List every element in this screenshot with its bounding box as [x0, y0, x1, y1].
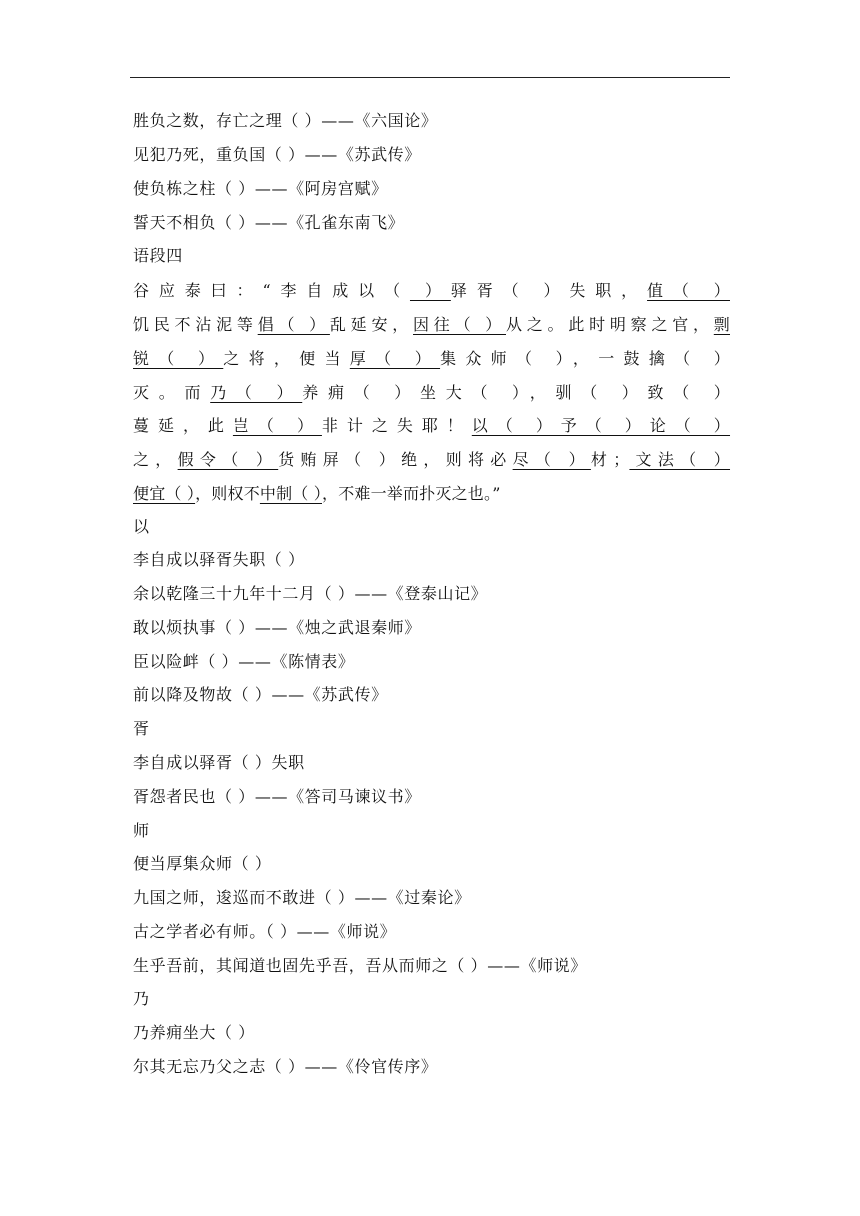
- text-segment: 从之。此时明察之官，: [506, 315, 714, 334]
- text-segment: 集众师（ ），一鼓擒（ ）: [440, 349, 730, 368]
- section-heading: 语段四: [133, 246, 183, 265]
- text-line: 臣以险衅（ ）——《陈情表》: [133, 652, 355, 671]
- header-rule: [130, 77, 730, 78]
- passage-line: [133, 383, 730, 403]
- underlined-segment: 中制（ ）: [259, 484, 322, 503]
- text-line: 乃养痈坐大（ ）: [133, 1023, 255, 1042]
- passage-line: [133, 281, 730, 301]
- passage-line: [133, 450, 730, 470]
- word-heading: 师: [133, 821, 150, 840]
- text-line: 生乎吾前，其闻道也固先乎吾，吾从而师之（ ）——《师说》: [133, 956, 587, 975]
- passage-line: [133, 315, 730, 335]
- text-line: 李自成以驿胥（ ）失职: [133, 753, 305, 772]
- text-line: 前以降及物故（ ）——《苏武传》: [133, 685, 388, 704]
- text-segment: 谷应泰曰：“李自成以（: [133, 281, 410, 300]
- text-line: 胜负之数，存亡之理（ ）——《六国论》: [133, 111, 438, 130]
- underlined-segment: 厚（ ）: [349, 349, 441, 368]
- text-line: 李自成以驿胥失职（ ）: [133, 550, 305, 569]
- text-segment: ，则权不: [195, 484, 260, 503]
- text-segment: 货贿屏（ ）绝，则将必: [278, 450, 513, 469]
- word-heading: 乃: [133, 989, 150, 1008]
- text-segment: 养痈（ ）坐大（ ），驯（ ）致（ ）: [302, 383, 730, 402]
- underlined-segment: 文法（ ）: [629, 450, 731, 469]
- underlined-segment: ）: [409, 281, 451, 300]
- text-segment: 乱延安，: [329, 315, 414, 334]
- text-segment: 驿胥（ ）失职，: [450, 281, 648, 300]
- text-line: 九国之师，逡巡而不敢进（ ）——《过秦论》: [133, 888, 471, 907]
- underlined-segment: 便宜（ ）: [133, 484, 196, 503]
- underlined-segment: 假令（ ）: [177, 450, 279, 469]
- word-heading: 胥: [133, 719, 150, 738]
- text-line: 古之学者必有师。（ ）——《师说》: [133, 922, 397, 941]
- underlined-segment: 尽（ ）: [512, 450, 591, 469]
- text-line: 便当厚集众师（ ）: [133, 854, 272, 873]
- text-segment: 蔓延，此: [133, 416, 233, 435]
- underlined-segment: 因往（ ）: [413, 315, 506, 334]
- text-segment: 非计之失耶！: [321, 416, 472, 435]
- text-line: 余以乾隆三十九年十二月（ ）——《登泰山记》: [133, 584, 488, 603]
- text-line: 尔其无忘乃父之志（ ）——《伶官传序》: [133, 1057, 438, 1076]
- text-line: 使负栋之柱（ ）——《阿房宫赋》: [133, 179, 388, 198]
- text-line: 见犯乃死，重负国（ ）——《苏武传》: [133, 145, 421, 164]
- underlined-segment: 锐（ ）: [133, 349, 224, 368]
- underlined-segment: 剽: [713, 315, 730, 334]
- text-line: 胥怨者民也（ ）——《答司马谏议书》: [133, 787, 421, 806]
- passage-line: [133, 416, 730, 436]
- underlined-segment: 以（ ）予（ ）论（ ）: [471, 416, 731, 435]
- text-segment: 饥民不沾泥等: [133, 315, 258, 334]
- underlined-segment: 倡（ ）: [257, 315, 330, 334]
- text-line: 敢以烦执事（ ）——《烛之武退秦师》: [133, 618, 421, 637]
- word-heading: 以: [133, 517, 150, 536]
- underlined-segment: 岂（ ）: [232, 416, 322, 435]
- text-segment: ，不难一举而扑灭之也。”: [322, 484, 501, 503]
- text-segment: 灭。而: [133, 383, 211, 402]
- passage-line: [133, 349, 730, 369]
- passage-line: [133, 484, 730, 504]
- underlined-segment: 值（ ）: [647, 281, 730, 300]
- text-line: 誓天不相负（ ）——《孔雀东南飞》: [133, 213, 405, 232]
- text-segment: 之将，便当: [223, 349, 350, 368]
- text-segment: 材；: [590, 450, 630, 469]
- text-segment: 之，: [133, 450, 178, 469]
- underlined-segment: 乃（ ）: [210, 383, 303, 402]
